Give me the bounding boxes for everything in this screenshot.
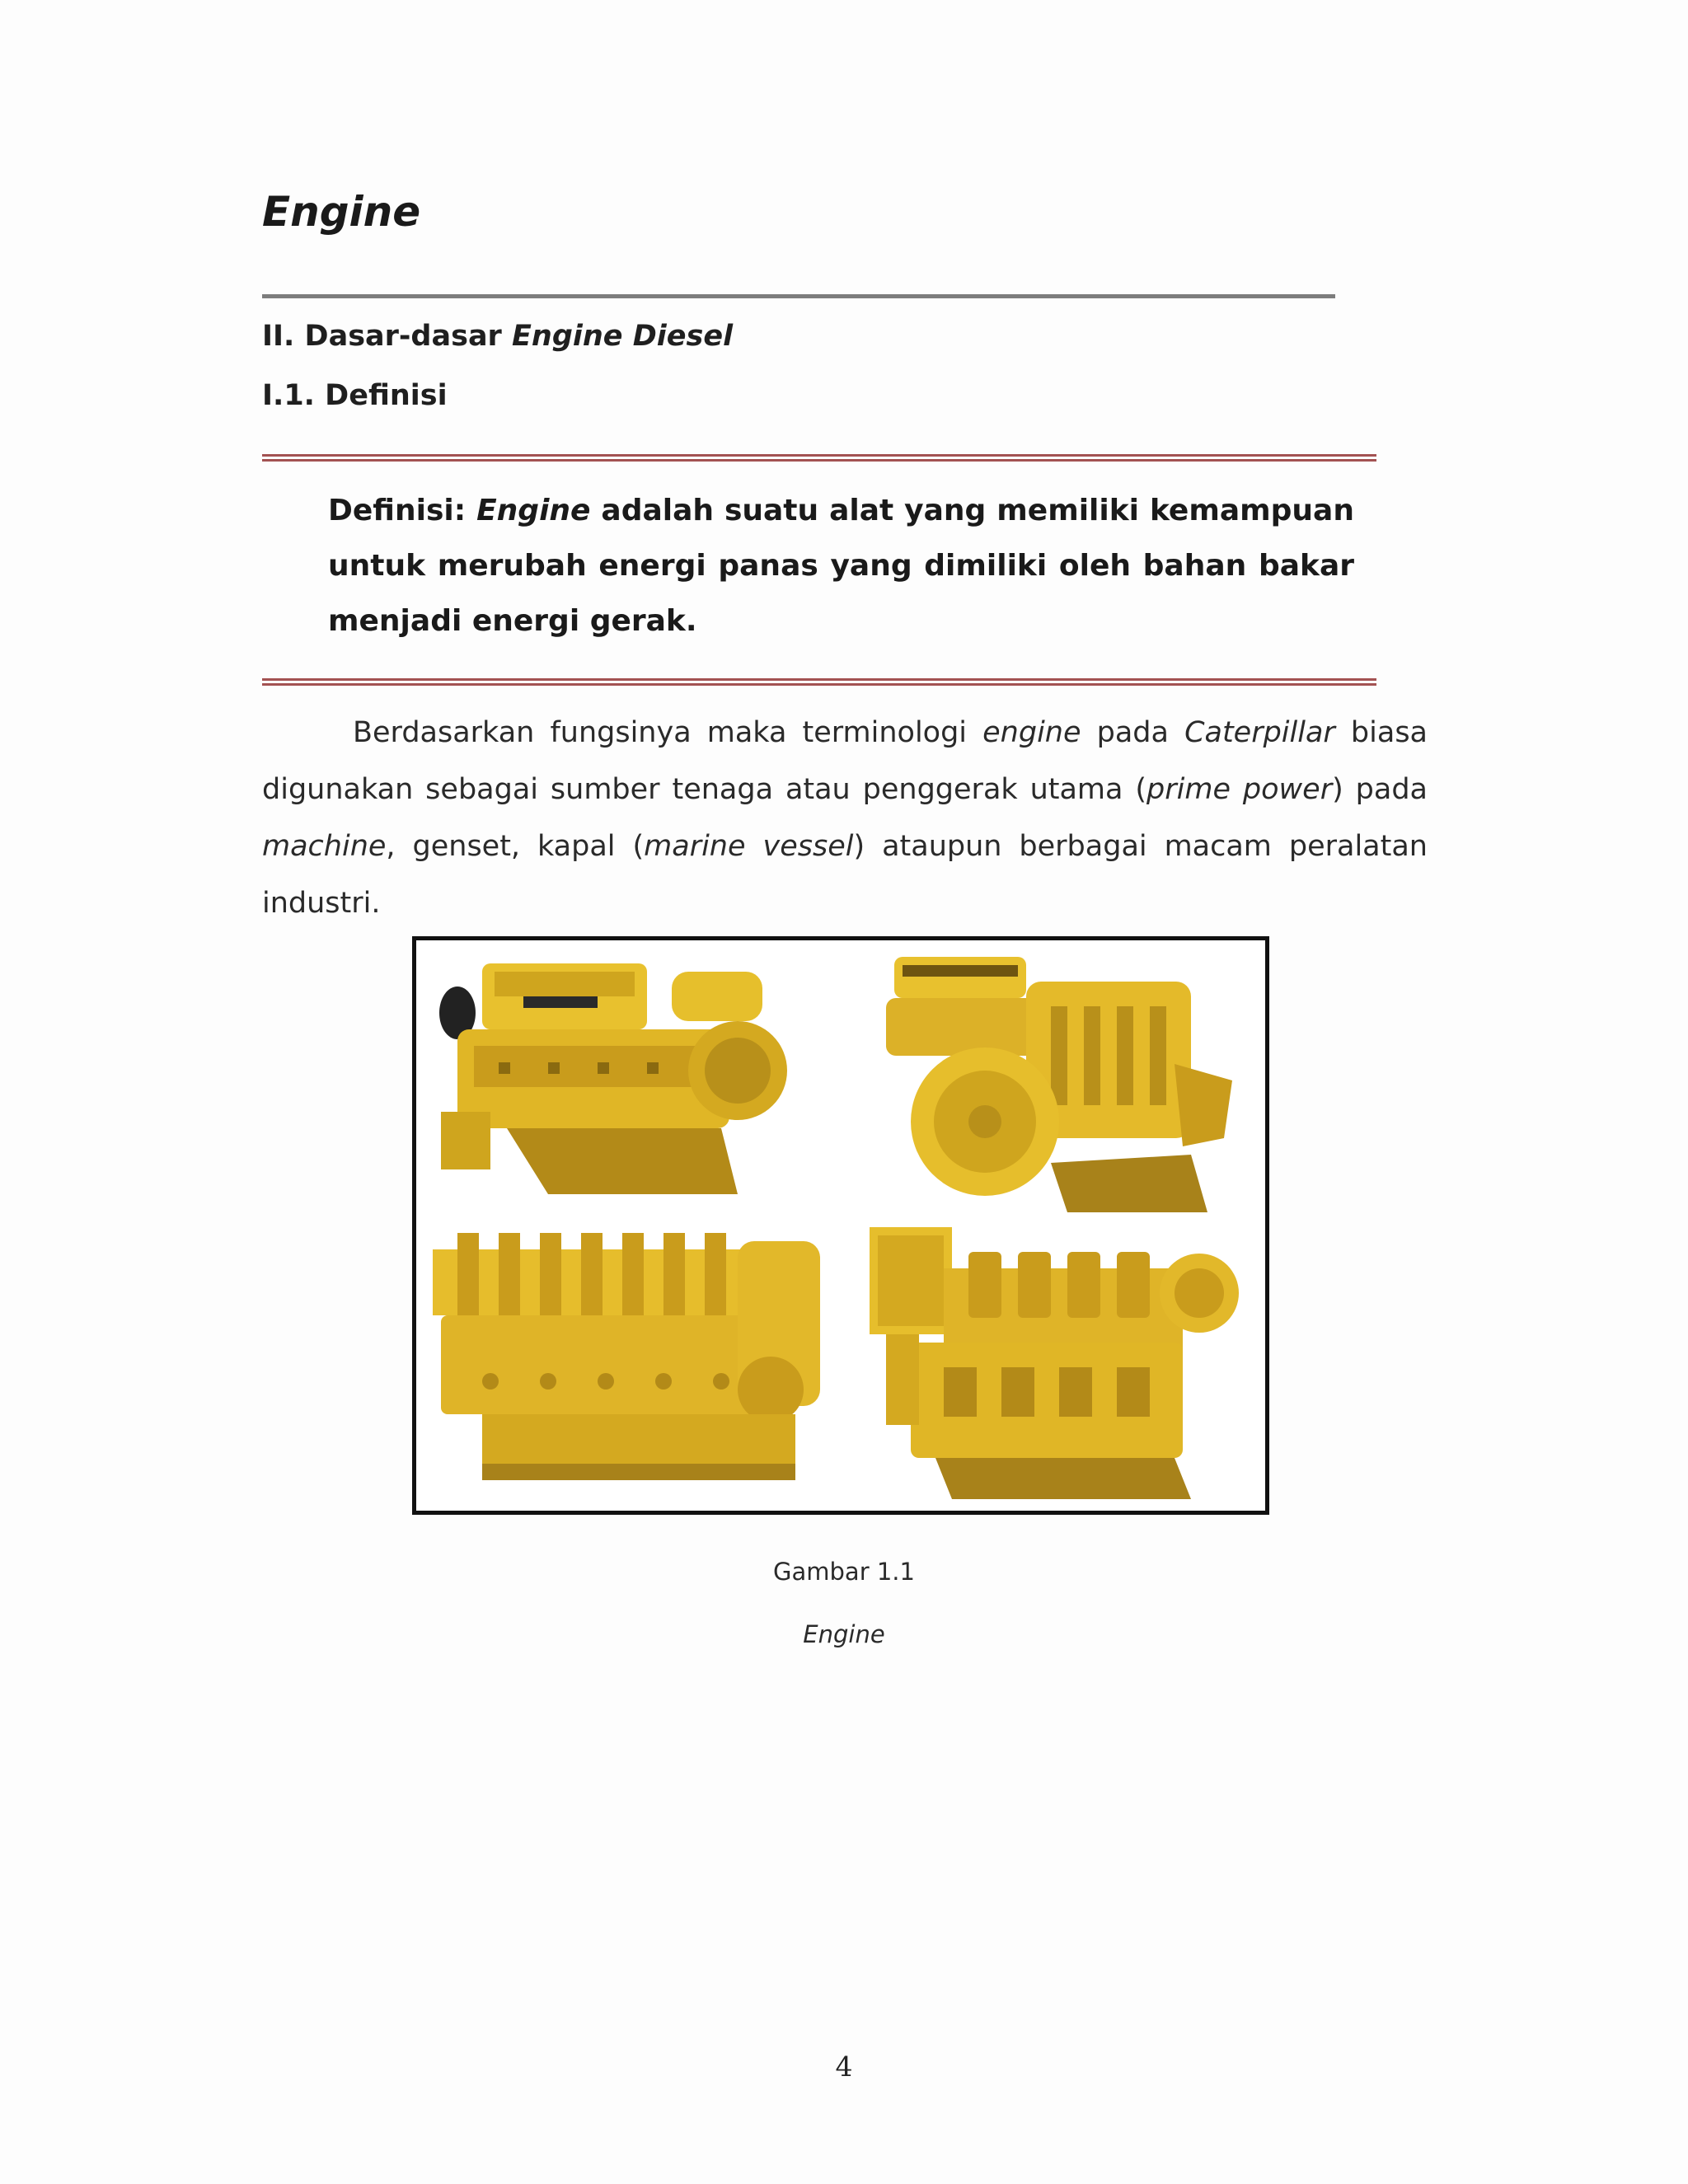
body-text-1: Berdasarkan fungsinya maka terminologi (353, 716, 983, 749)
body-italic-engine: engine (982, 716, 1081, 749)
header-divider (262, 294, 1335, 298)
engine-image-bottom-right (861, 1219, 1257, 1507)
body-paragraph (262, 705, 1428, 932)
section-heading-prefix: II. Dasar-dasar (262, 320, 513, 353)
engine-image-top-right (861, 949, 1257, 1221)
subsection-heading: I.1. Definisi (262, 379, 448, 412)
body-text-3: biasa digunakan sebagai sumber tenaga atau penggerak utama ( (262, 716, 1428, 806)
section-heading (262, 320, 733, 353)
body-italic-caterpillar: Caterpillar (1184, 716, 1335, 749)
body-text-6: ) ataupun berbagai macam peralatan industri. (262, 830, 1428, 920)
page-number: 4 (835, 2050, 853, 2083)
page-header-title: Engine (262, 188, 421, 236)
engine-figure (412, 936, 1269, 1515)
body-text-5: , genset, kapal ( (386, 830, 645, 863)
definition-term: Engine (476, 494, 591, 527)
body-text-4: ) pada (1332, 773, 1428, 806)
body-italic-marine-vessel: marine vessel (644, 830, 854, 863)
definition-top-rule (262, 454, 1376, 462)
definition-bottom-rule (262, 678, 1376, 687)
body-italic-machine: machine (262, 830, 387, 863)
definition-text: adalah suatu alat yang memiliki kemampuan untuk merubah energi panas yang dimiliki oleh bahan bakar menjadi energi gerak. (328, 494, 1354, 638)
body-italic-prime-power: prime power (1146, 773, 1333, 806)
definition-label: Definisi: (328, 494, 467, 527)
engine-image-top-left (424, 947, 820, 1219)
definition-box (328, 483, 1354, 649)
section-heading-italic: Engine Diesel (512, 320, 734, 353)
engine-image-bottom-left (424, 1225, 837, 1505)
body-text-2: pada (1081, 716, 1185, 749)
figure-caption-number: Gambar 1.1 (773, 1558, 915, 1586)
figure-caption-title: Engine (803, 1620, 885, 1648)
